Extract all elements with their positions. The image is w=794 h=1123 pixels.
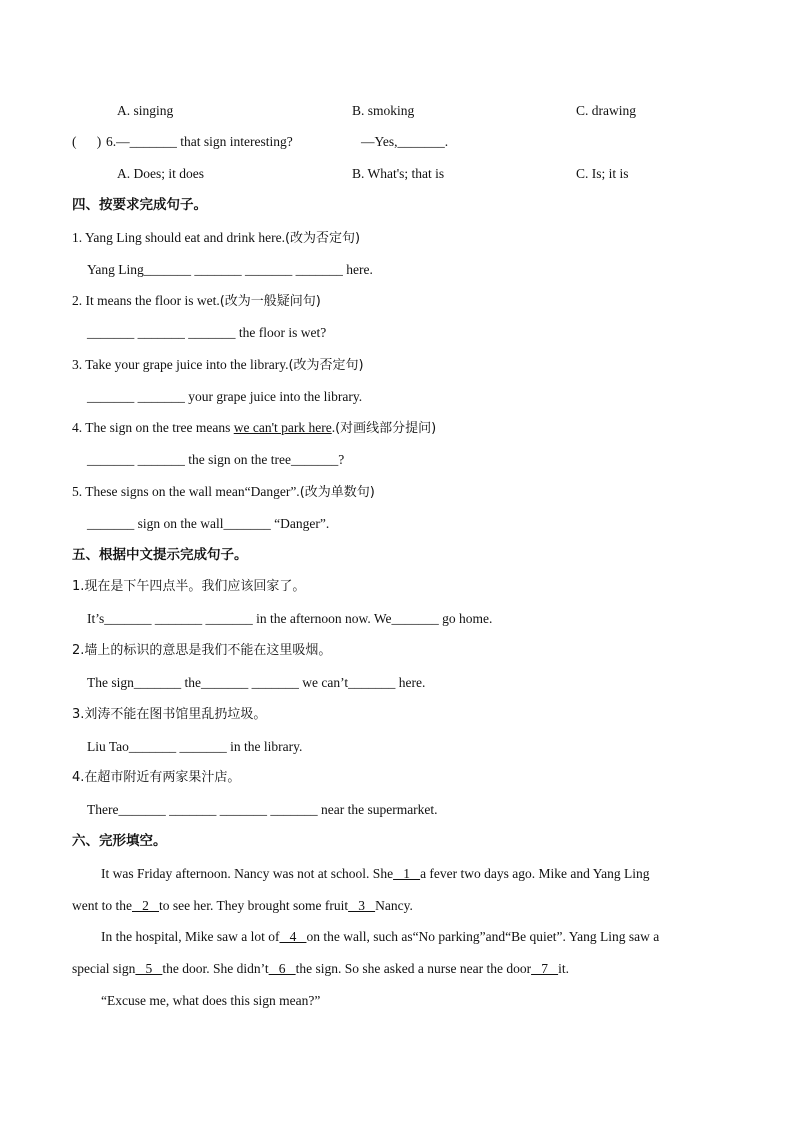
cloze-text: went to the [72,898,132,913]
s4-q5-hint: (改为单数句) [299,485,375,500]
section4-title: 四、按要求完成句子。 [72,197,207,213]
cloze-text: the door. She didn’t [162,961,269,976]
s4-a4: _______ _______ the sign on the tree_______? [87,452,345,467]
s5-q2-chinese: 2.墙上的标识的意思是我们不能在这里吸烟。 [72,643,332,658]
s4-q5-text: 5. These signs on the wall mean“Danger”. [72,484,300,499]
cloze-text: it. [558,961,569,976]
cloze-paragraph2-line1 [101,927,659,947]
s4-a2: _______ _______ _______ the floor is wet? [87,325,327,340]
cloze-text: to see her. They brought some fruit [159,898,349,913]
s4-q1-text: 1. Yang Ling should eat and drink here. [72,230,285,245]
s4-q2 [72,291,321,312]
s5-q1-english: It’s_______ _______ _______ in the afternoon now. We_______ go home. [87,611,493,626]
cloze-blank-3: 3 [348,898,376,913]
s4-q1-hint: (改为否定句) [284,231,361,246]
s4-q2-hint: (改为一般疑问句) [219,294,321,309]
cloze-paragraph1-line2 [72,896,413,916]
s4-q3 [72,355,364,376]
s4-q3-text: 3. Take your grape juice into the library. [72,357,289,372]
cloze-blank-6: 6 [268,961,296,976]
q6-option-c: C. Is; it is [576,166,629,181]
q5-option-b: B. smoking [352,103,415,118]
cloze-paragraph1-line1 [101,864,650,884]
s4-a5: _______ sign on the wall_______ “Danger”. [87,516,330,531]
cloze-text: It was Friday afternoon. Nancy was not at school. She [101,866,394,881]
q6-question: 6.—_______ that sign interesting? [106,134,293,149]
q6-answer-paren: ( ) [72,134,102,149]
s5-q3-chinese: 3.刘涛不能在图书馆里乱扔垃圾。 [72,707,267,722]
cloze-text: In the hospital, Mike saw a lot of [101,929,280,944]
s4-q3-hint: (改为否定句) [288,358,364,373]
q5-option-a: A. singing [117,103,174,118]
s5-q4-english: There_______ _______ _______ _______ near the supermarket. [87,802,438,817]
cloze-paragraph2-line2 [72,959,569,979]
s5-q3-english: Liu Tao_______ _______ in the library. [87,739,303,754]
cloze-text: the sign. So she asked a nurse near the door [295,961,532,976]
cloze-text: Nancy. [375,898,413,913]
q6-option-a: A. Does; it does [117,166,204,181]
cloze-blank-1: 1 [393,866,421,881]
s4-q1 [72,228,360,249]
s4-q2-text: 2. It means the floor is wet. [72,293,220,308]
s4-a1: Yang Ling_______ _______ _______ _______ here. [87,262,373,277]
s5-q2-english: The sign_______ the_______ _______ we can’t_______ here. [87,675,426,690]
s5-q1-chinese: 1.现在是下午四点半。我们应该回家了。 [72,579,306,594]
cloze-text: on the wall, such as“No parking”and“Be quiet”. Yang Ling saw a [306,929,660,944]
s4-q4-text-post: . [331,420,336,435]
q6-option-b: B. What's; that is [352,166,445,181]
cloze-text: a fever two days ago. Mike and Yang Ling [420,866,650,881]
cloze-text: special sign [72,961,136,976]
cloze-blank-2: 2 [132,898,159,913]
s4-a3: _______ _______ your grape juice into the library. [87,389,363,404]
s4-q4-text-pre: 4. The sign on the tree means [72,420,234,435]
cloze-blank-4: 4 [279,929,307,944]
s4-q4 [72,418,436,439]
s4-q5 [72,482,375,503]
s4-q4-underlined-part: we can't park here [233,420,332,435]
s4-q4-hint: (对画线部分提问) [335,421,437,436]
cloze-blank-7: 7 [531,961,559,976]
s5-q4-chinese: 4.在超市附近有两家果汁店。 [72,770,241,785]
cloze-blank-5: 5 [135,961,163,976]
section5-title: 五、根据中文提示完成句子。 [72,547,248,563]
section6-title: 六、完形填空。 [72,833,167,849]
cloze-paragraph3: “Excuse me, what does this sign mean?” [101,993,321,1008]
q5-option-c: C. drawing [576,103,636,118]
q6-reply: —Yes,_______. [361,134,449,149]
